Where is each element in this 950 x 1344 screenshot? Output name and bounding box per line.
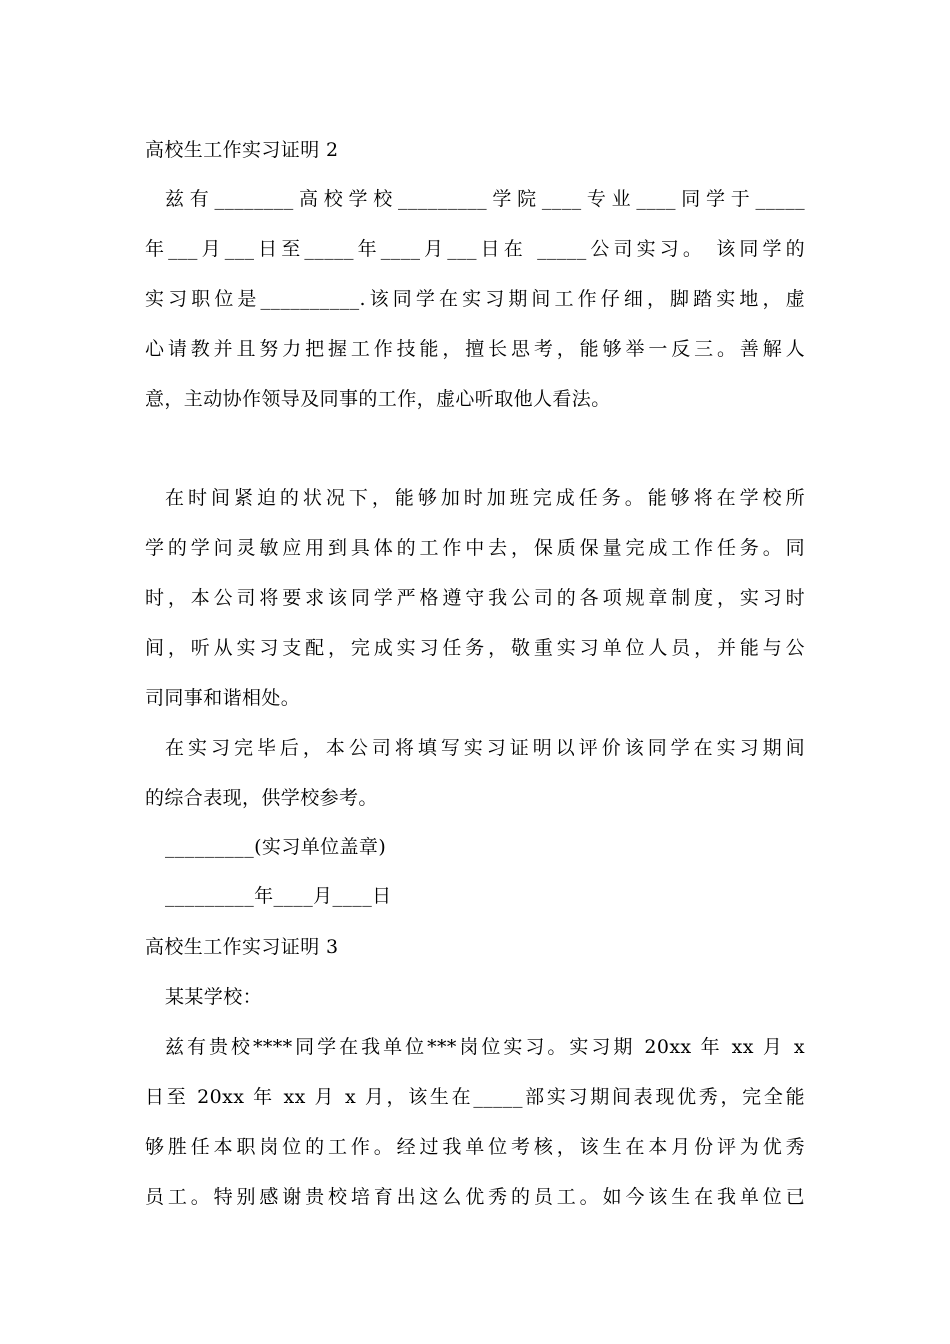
- body-line: 学的学问灵敏应用到具体的工作中去，保质保量完成工作任务。同: [145, 537, 805, 559]
- body-line: 时，本公司将要求该同学严格遵守我公司的各项规章制度，实习时: [145, 587, 805, 609]
- stamp-line: _________(实习单位盖章): [165, 836, 387, 858]
- body-line: 司同事和谐相处。: [145, 687, 301, 709]
- body-line: 兹有贵校****同学在我单位***岗位实习。实习期 20xx 年 xx 月 x: [165, 1036, 805, 1058]
- body-line: 实习职位是__________.该同学在实习期间工作仔细，脚踏实地，虚: [145, 288, 805, 310]
- body-line: 够胜任本职岗位的工作。经过我单位考核，该生在本月份评为优秀: [145, 1136, 805, 1158]
- body-line: 员工。特别感谢贵校培育出这么优秀的员工。如今该生在我单位已: [145, 1186, 805, 1208]
- body-line: 在时间紧迫的状况下，能够加时加班完成任务。能够将在学校所: [165, 487, 805, 509]
- body-line: 间，听从实习支配，完成实习任务，敬重实习单位人员，并能与公: [145, 637, 805, 659]
- section-heading-3: 高校生工作实习证明 3: [145, 936, 339, 958]
- section-heading-2: 高校生工作实习证明 2: [145, 139, 339, 161]
- body-line: 心请教并且努力把握工作技能，擅长思考，能够举一反三。善解人: [145, 338, 805, 360]
- salutation: 某某学校：: [165, 986, 263, 1008]
- date-line: _________年____月____日: [165, 885, 392, 907]
- body-line: 意，主动协作领导及同事的工作，虚心听取他人看法。: [145, 388, 611, 410]
- body-line: 兹有________高校学校_________学院____专业____同学于_____: [165, 188, 805, 210]
- body-line: 在实习完毕后，本公司将填写实习证明以评价该同学在实习期间: [165, 737, 805, 759]
- body-line: 的综合表现，供学校参考。: [145, 787, 378, 809]
- body-line: 日至 20xx 年 xx 月 x 月，该生在_____部实习期间表现优秀，完全能: [145, 1086, 805, 1108]
- body-line: 年___月___日至_____年____月___日在 _____公司实习。 该同学的: [145, 238, 805, 260]
